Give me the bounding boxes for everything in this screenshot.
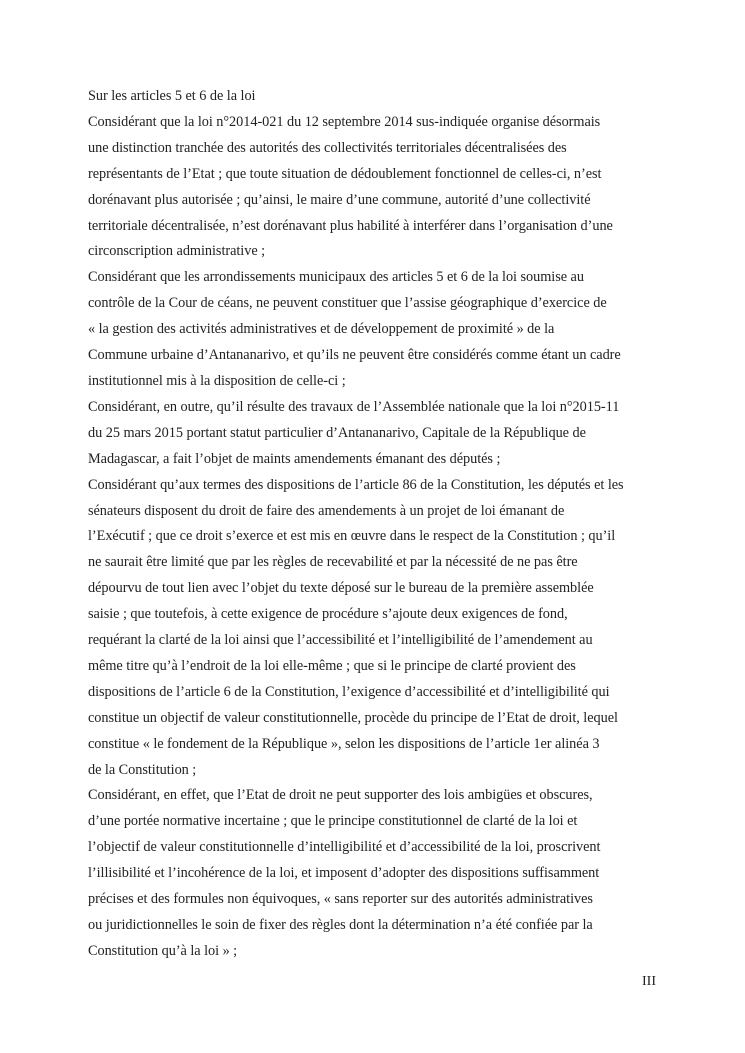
text-line: constitue un objectif de valeur constitutionnelle, procède du principe de l’Etat de droit, lequel [88, 709, 618, 726]
text-line: circonscription administrative ; [88, 243, 266, 260]
text-line: ne saurait être limité que par les règles de recevabilité et par la nécessité de ne pas être [88, 554, 578, 571]
text-line: Considérant, en outre, qu’il résulte des travaux de l’Assemblée nationale que la loi n°2015-11 [88, 398, 620, 415]
text-line: dépourvu de tout lien avec l’objet du texte déposé sur le bureau de la première assemblée [88, 580, 594, 597]
text-line: même titre qu’à l’endroit de la loi elle-même ; que si le principe de clarté provient des [88, 657, 576, 674]
text-line: l’illisibilité et l’incohérence de la loi, et imposent d’adopter des dispositions suffisamment [88, 865, 600, 882]
text-line: de la Constitution ; [88, 761, 197, 778]
text-line: Considérant qu’aux termes des dispositions de l’article 86 de la Constitution, les députés et les [88, 476, 624, 493]
text-line: Considérant que la loi n°2014-021 du 12 septembre 2014 sus-indiquée organise désormais [88, 113, 601, 130]
text-line: constitue « le fondement de la République », selon les dispositions de l’article 1er alinéa 3 [88, 735, 600, 752]
text-line: territoriale décentralisée, n’est dorénavant plus habilité à interférer dans l’organisation d’une [88, 217, 613, 234]
text-line: Constitution qu’à la loi » ; [88, 942, 238, 959]
text-line: « la gestion des activités administratives et de développement de proximité » de la [88, 321, 555, 338]
document-body [88, 84, 660, 965]
page-number: III [642, 974, 656, 989]
text-line: l’Exécutif ; que ce droit s’exerce et est mis en œuvre dans le respect de la Constitution ; qu’il [88, 528, 616, 545]
text-line: requérant la clarté de la loi ainsi que l’accessibilité et l’intelligibilité de l’amendement au [88, 632, 593, 649]
text-line: une distinction tranchée des autorités des collectivités territoriales décentralisées des [88, 139, 567, 156]
text-line: précises et des formules non équivoques, « sans reporter sur des autorités administratives [88, 891, 593, 908]
text-line: institutionnel mis à la disposition de celle-ci ; [88, 372, 346, 389]
text-line: Considérant, en effet, que l’Etat de droit ne peut supporter des lois ambigües et obscures, [88, 787, 593, 804]
section-heading: Sur les articles 5 et 6 de la loi [88, 88, 256, 104]
text-line: ou juridictionnelles le soin de fixer des règles dont la détermination n’a été confiée par la [88, 917, 593, 933]
text-line: contrôle de la Cour de céans, ne peuvent constituer que l’assise géographique d’exercice de [88, 295, 607, 312]
text-line: saisie ; que toutefois, à cette exigence de procédure s’ajoute deux exigences de fond, [88, 606, 568, 623]
text-line: l’objectif de valeur constitutionnelle d’intelligibilité et d’accessibilité de la loi, proscrivent [88, 839, 601, 856]
text-line: Commune urbaine d’Antananarivo, et qu’ils ne peuvent être considérés comme étant un cadre [88, 347, 621, 364]
text-line: sénateurs disposent du droit de faire des amendements à un projet de loi émanant de [88, 502, 565, 519]
text-line: Madagascar, a fait l’objet de maints amendements émanant des députés ; [88, 450, 501, 467]
text-line: Considérant que les arrondissements municipaux des articles 5 et 6 de la loi soumise au [88, 269, 584, 286]
text-line: d’une portée normative incertaine ; que le principe constitutionnel de clarté de la loi et [88, 813, 578, 830]
text-line: dispositions de l’article 6 de la Constitution, l’exigence d’accessibilité et d’intelligibilité qui [88, 683, 610, 700]
text-line: représentants de l’Etat ; que toute situation de dédoublement fonctionnel de celles-ci, n’est [88, 165, 602, 182]
text-line: dorénavant plus autorisée ; qu’ainsi, le maire d’une commune, autorité d’une collectivité [88, 191, 591, 208]
text-line: du 25 mars 2015 portant statut particulier d’Antananarivo, Capitale de la République de [88, 424, 586, 441]
